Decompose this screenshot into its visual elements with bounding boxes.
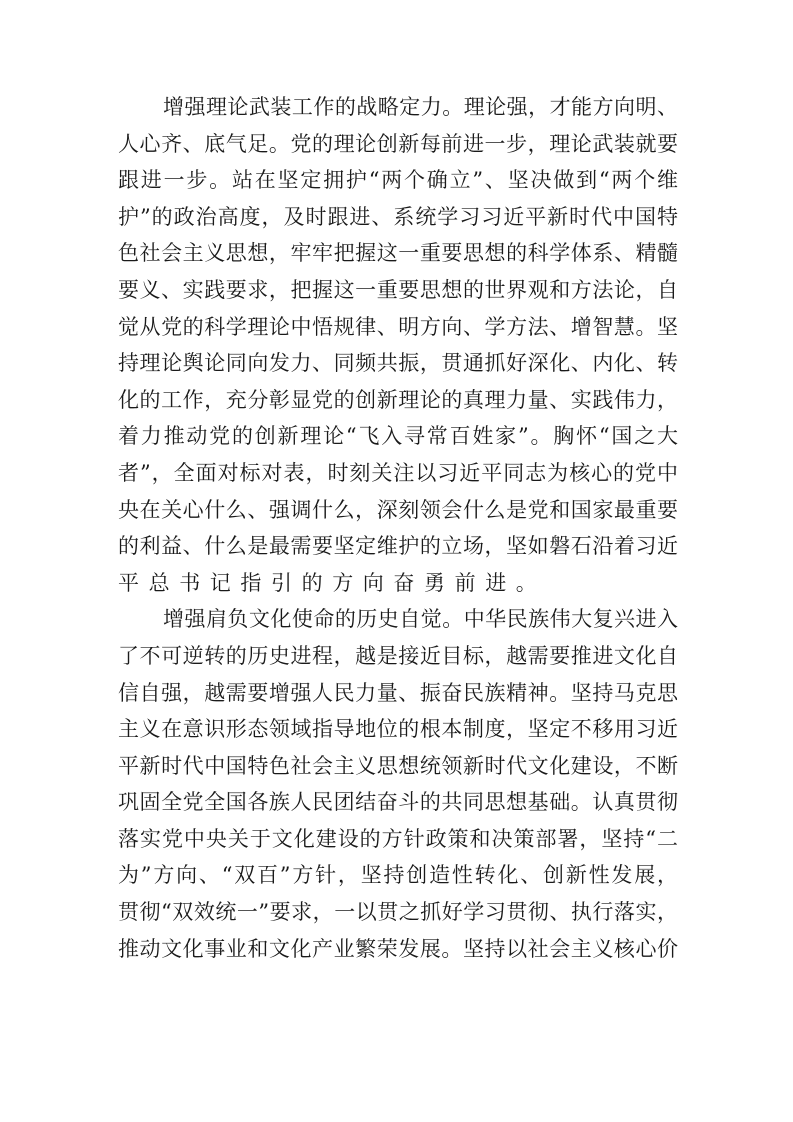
text-line: 跟进一步。站在坚定拥护“两个确立”、坚决做到“两个维 (118, 168, 678, 193)
text-line: 信自强，越需要增强人民力量、振奋民族精神。坚持马克思 (118, 680, 678, 705)
document-page (118, 89, 678, 967)
paragraph-culture (118, 601, 678, 967)
text-line: 主义在意识形态领域指导地位的根本制度，坚定不移用习近 (118, 717, 678, 742)
text-line: 平新时代中国特色社会主义思想统领新时代文化建设，不断 (118, 753, 678, 778)
text-line: 央在关心什么、强调什么，深刻领会什么是党和国家最重要 (118, 497, 678, 522)
text-line: 要义、实践要求，把握这一重要思想的世界观和方法论，自 (118, 277, 678, 302)
text-line: 增强肩负文化使命的历史自觉。中华民族伟大复兴进入 (163, 607, 678, 632)
text-line: 觉从党的科学理论中悟规律、明方向、学方法、增智慧。坚 (118, 314, 678, 339)
text-line: 色社会主义思想，牢牢把握这一重要思想的科学体系、精髓 (118, 241, 678, 266)
text-line: 持理论舆论同向发力、同频共振，贯通抓好深化、内化、转 (118, 351, 678, 376)
text-line: 落实党中央关于文化建设的方针政策和决策部署，坚持“二 (118, 826, 678, 851)
text-line: 贯彻“双效统一”要求，一以贯之抓好学习贯彻、执行落实， (118, 900, 678, 925)
text-line: 护”的政治高度，及时跟进、系统学习习近平新时代中国特 (118, 204, 678, 229)
paragraph-theory (118, 89, 678, 601)
text-line: 了不可逆转的历史进程，越是接近目标，越需要推进文化自 (118, 643, 678, 668)
text-line: 化的工作，充分彰显党的创新理论的真理力量、实践伟力， (118, 387, 678, 412)
text-line: 者”，全面对标对表，时刻关注以习近平同志为核心的党中 (118, 460, 678, 485)
text-line: 推动文化事业和文化产业繁荣发展。坚持以社会主义核心价 (118, 936, 678, 961)
text-line: 的利益、什么是最需要坚定维护的立场，坚如磐石沿着习近 (118, 534, 678, 559)
text-line: 巩固全党全国各族人民团结奋斗的共同思想基础。认真贯彻 (118, 790, 678, 815)
text-line: 增强理论武装工作的战略定力。理论强，才能方向明、 (163, 95, 678, 119)
text-line: 平总书记指引的方向奋勇前进。 (118, 570, 547, 595)
text-line: 着力推动党的创新理论“飞入寻常百姓家”。胸怀“国之大 (118, 424, 678, 449)
text-line: 为”方向、“双百”方针，坚持创造性转化、创新性发展， (118, 863, 678, 888)
text-line: 人心齐、底气足。党的理论创新每前进一步，理论武装就要 (118, 131, 678, 156)
